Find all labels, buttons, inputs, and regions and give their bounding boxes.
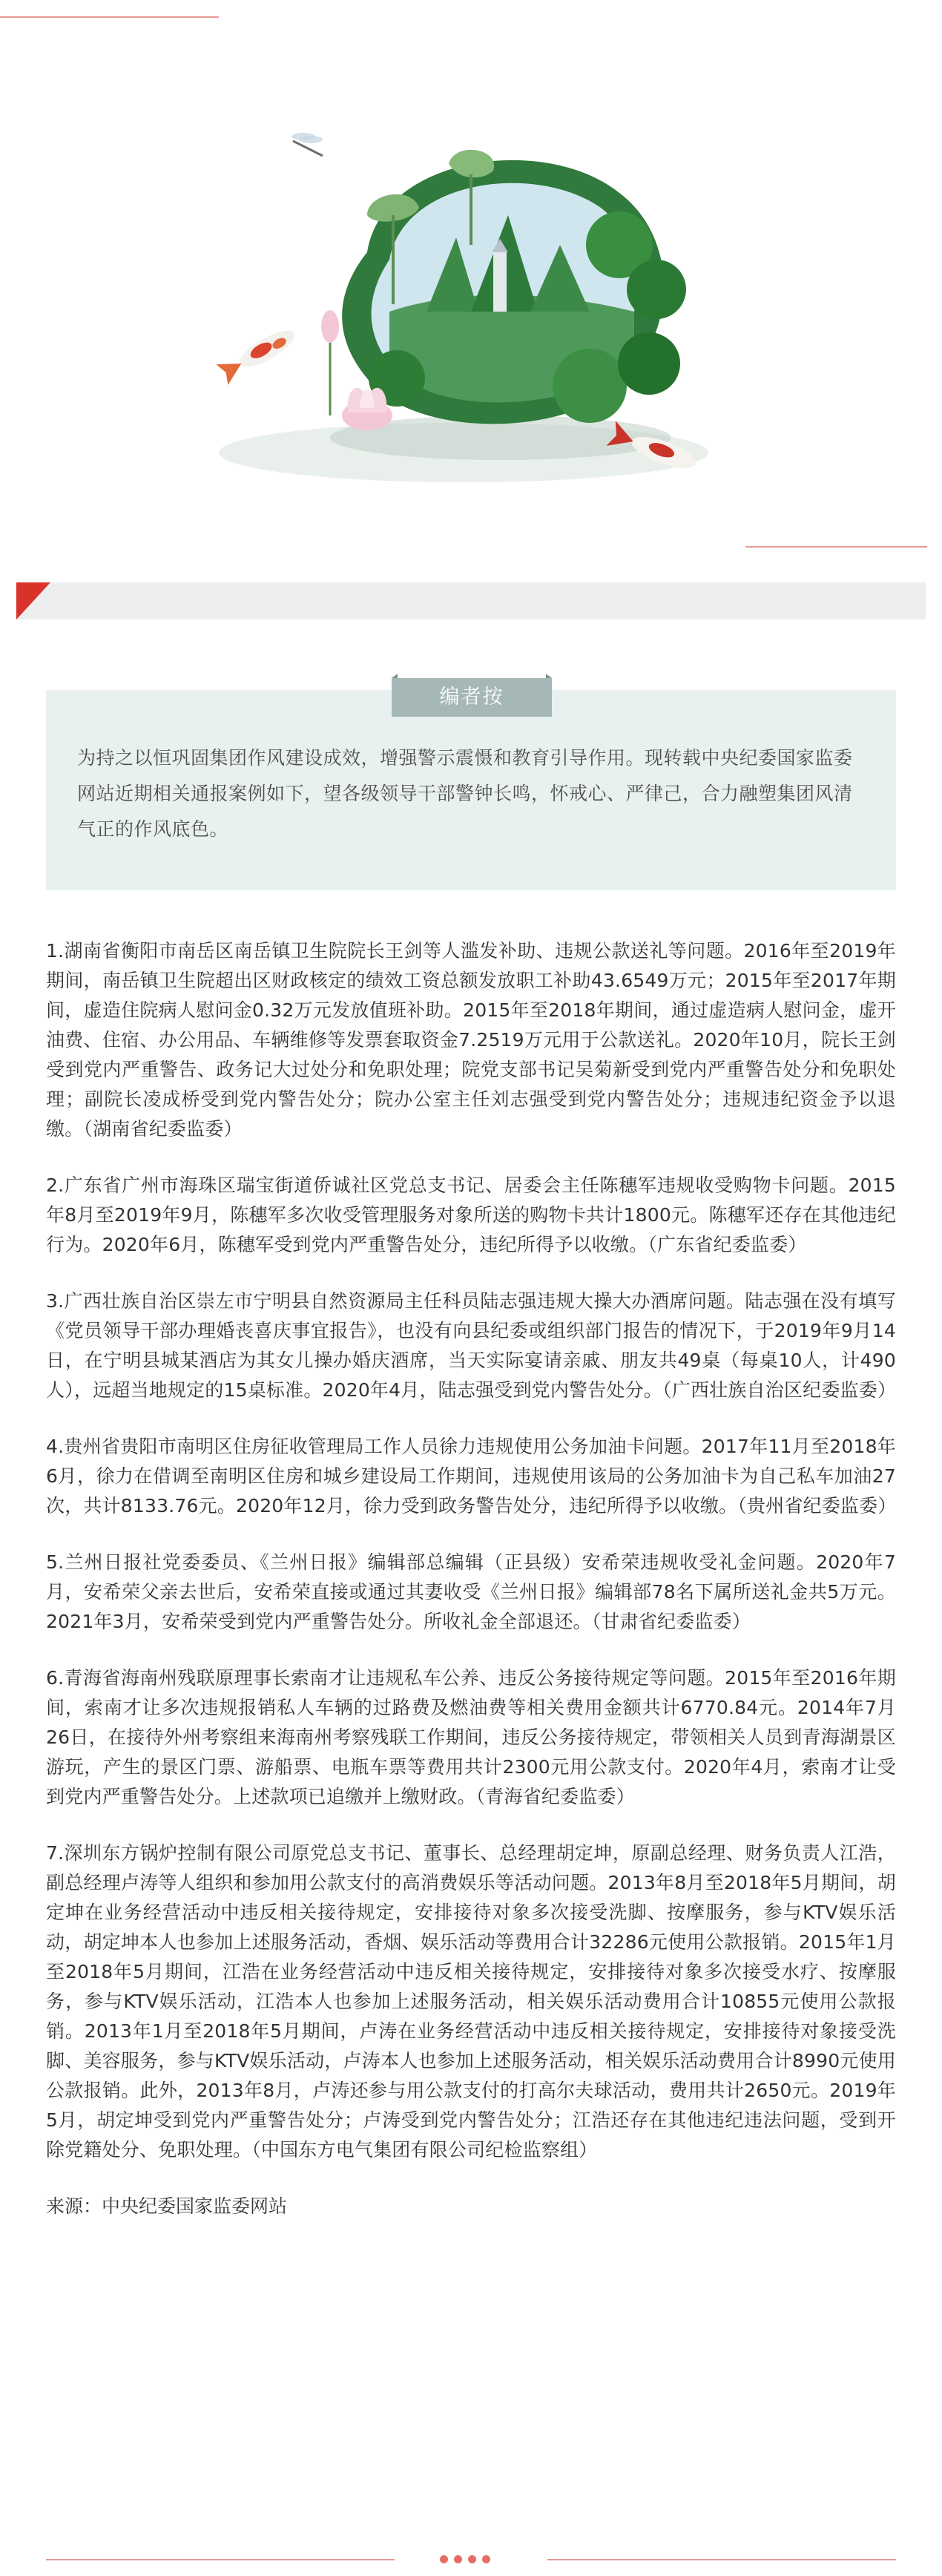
section-title-bar	[16, 582, 926, 620]
bottom-divider	[46, 2552, 896, 2567]
editor-note-tag-label: 编者按	[439, 686, 504, 709]
case-item: 1.湖南省衡阳市南岳区南岳镇卫生院院长王剑等人滥发补助、违规公款送礼等问题。2016年至2019年期间，南岳镇卫生院超出区财政核定的绩效工资总额发放职工补助43.6549万元；2015年至2017年期间，虚造住院病人慰问金0.32万元发放值班补助。2015年至2018年期间，通过虚造病人慰问金，虚开油费、住宿、办公用品、车辆维修等发票套取资金7.2519万元用于公款送礼。2020年10月，院长王剑受到党内严重警告、政务记大过处分和免职处理；院党支部书记吴菊新受到党内严重警告处分和免职处理；副院长凌成桥受到党内警告处分；院办公室主任刘志强受到党内警告处分；违规违纪资金予以退缴。（湖南省纪委监委）	[46, 940, 896, 1140]
hero-decor-rule	[745, 546, 927, 548]
divider-dot-icon	[482, 2555, 490, 2563]
case-item: 4.贵州省贵阳市南明区住房征收管理局工作人员徐力违规使用公务加油卡问题。2017年11月至2018年6月，徐力在借调至南明区住房和城乡建设局工作期间，违规使用该局的公务加油卡为自己私车加油27次，共计8133.76元。2020年12月，徐力受到政务警告处分，违纪所得予以收缴。（贵州省纪委监委）	[46, 1436, 897, 1517]
editor-note-tag	[392, 674, 552, 721]
source-line: 来源：中央纪委国家监委网站	[46, 2195, 288, 2217]
lotus-koi-island-illustration	[145, 67, 783, 512]
divider-dot-icon	[468, 2555, 476, 2563]
editor-note-text: 为持之以恒巩固集团作风建设成效，增强警示震慑和教育引导作用。现转载中央纪委国家监委网站近期相关通报案例如下，望各级领导干部警钟长鸣，怀戒心、严律己，合力融塑集团风清气正的作风底色。	[77, 747, 853, 840]
divider-dot-icon	[440, 2555, 448, 2563]
case-list	[46, 936, 896, 2221]
top-decor-rule	[0, 16, 219, 18]
red-corner-triangle	[16, 582, 50, 620]
case-item: 5.兰州日报社党委委员、《兰州日报》编辑部总编辑（正县级）安希荣违规收受礼金问题。2020年7月，安希荣父亲去世后，安希荣直接或通过其妻收受《兰州日报》编辑部78名下属所送礼金共5万元。2021年3月，安希荣受到党内严重警告处分。所收礼金全部退还。（甘肃省纪委监委）	[46, 1551, 896, 1632]
case-item: 6.青海省海南州残联原理事长索南才让违规私车公养、违反公务接待规定等问题。2015年至2016年期间，索南才让多次违规报销私人车辆的过路费及燃油费等相关费用金额共计6770.84元。2014年7月26日，在接待外州考察组来海南州考察残联工作期间，违反公务接待规定，带领相关人员到青海湖景区游玩，产生的景区门票、游船票、电瓶车票等费用共计2300元用公款支付。2020年4月，索南才让受到党内严重警告处分。上述款项已追缴并上缴财政。（青海省纪委监委）	[46, 1667, 896, 1807]
divider-dot-icon	[454, 2555, 462, 2563]
case-item: 7.深圳东方锅炉控制有限公司原党总支书记、董事长、总经理胡定坤，原副总经理、财务负责人江浩，副总经理卢涛等人组织和参加用公款支付的高消费娱乐等活动问题。2013年8月至2018年5月期间，胡定坤在业务经营活动中违反相关接待规定，安排接待对象多次接受洗脚、按摩服务，参与KTV娱乐活动，胡定坤本人也参加上述服务活动，香烟、娱乐活动等费用合计32286元使用公款报销。2015年1月至2018年5月期间，江浩在业务经营活动中违反相关接待规定，安排接待对象多次接受水疗、按摩服务，参与KTV娱乐活动，江浩本人也参加上述服务活动，相关娱乐活动费用合计10855元使用公款报销。2013年1月至2018年5月期间，卢涛在业务经营活动中违反相关接待规定，安排接待对象接受洗脚、美容服务，参与KTV娱乐活动，卢涛本人也参加上述服务活动，相关娱乐活动费用合计8990元使用公款报销。此外，2013年8月，卢涛还参与用公款支付的打高尔夫球活动，费用共计2650元。2019年5月，胡定坤受到党内严重警告处分；卢涛受到党内警告处分；江浩还存在其他违纪违法问题，受到开除党籍处分、免职处理。（中国东方电气集团有限公司纪检监察组）	[46, 1842, 896, 2161]
case-item: 2.广东省广州市海珠区瑞宝街道侨诚社区党总支书记、居委会主任陈穗军违规收受购物卡问题。2015年8月至2019年9月，陈穗军多次收受管理服务对象所送的购物卡共计1800元。陈穗军还存在其他违纪行为。2020年6月，陈穗军受到党内严重警告处分，违纪所得予以收缴。（广东省纪委监委）	[46, 1174, 896, 1255]
case-item: 3.广西壮族自治区崇左市宁明县自然资源局主任科员陆志强违规大操大办酒席问题。陆志强在没有填写《党员领导干部办理婚丧喜庆事宜报告》，也没有向县纪委或组织部门报告的情况下，于2019年9月14日，在宁明县城某酒店为其女儿操办婚庆酒席，当天实际宴请亲戚、朋友共49桌（每桌10人，计490人），远超当地规定的15桌标准。2020年4月，陆志强受到党内警告处分。（广西壮族自治区纪委监委）	[46, 1290, 897, 1401]
